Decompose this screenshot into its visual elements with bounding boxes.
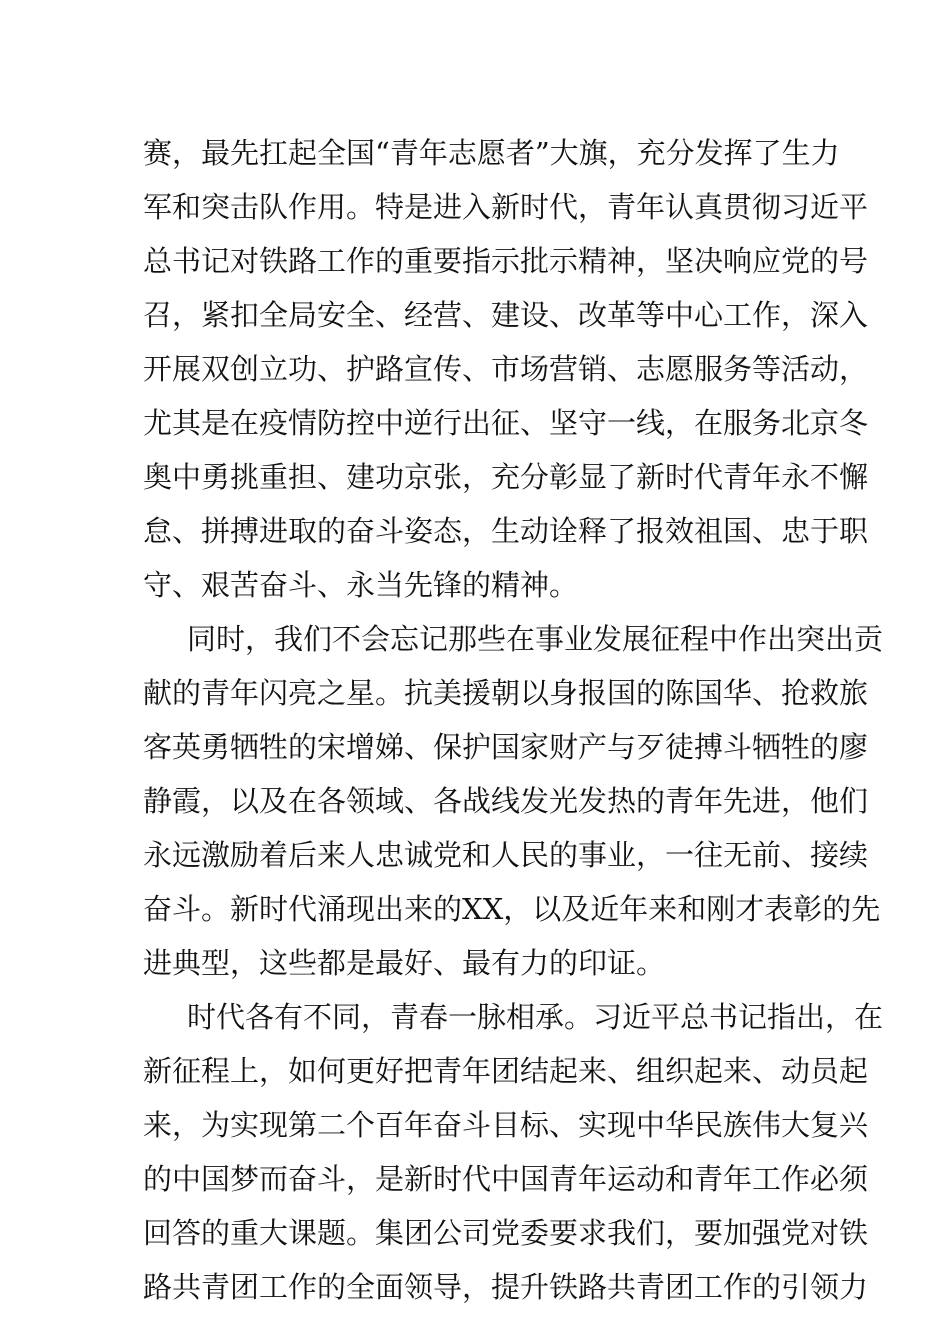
text-line: 奥中勇挑重担、建功京张，充分彰显了新时代青年永不懈 bbox=[143, 460, 869, 494]
text-line: 回答的重大课题。集团公司党委要求我们，要加强党对铁 bbox=[143, 1216, 869, 1250]
text-line: 军和突击队作用。特是进入新时代，青年认真贯彻习近平 bbox=[143, 190, 869, 224]
text-line: 静霞，以及在各领域、各战线发光发热的青年先进，他们 bbox=[143, 784, 869, 818]
text-line: 客英勇牺牲的宋增娣、保护国家财产与歹徒搏斗牺牲的廖 bbox=[143, 730, 869, 764]
text-line: 奋斗。新时代涌现出来的XX，以及近年来和刚才表彰的先 bbox=[143, 892, 881, 926]
text-line: 永远激励着后来人忠诚党和人民的事业，一往无前、接续 bbox=[143, 838, 869, 872]
body-text bbox=[143, 126, 884, 1314]
text-line: 来，为实现第二个百年奋斗目标、实现中华民族伟大复兴 bbox=[143, 1108, 869, 1142]
text-line: 尤其是在疫情防控中逆行出征、坚守一线，在服务北京冬 bbox=[143, 406, 869, 440]
text-line: 赛，最先扛起全国“青年志愿者”大旗，充分发挥了生力 bbox=[143, 136, 840, 170]
text-line: 路共青团工作的全面领导，提升铁路共青团工作的引领力 bbox=[143, 1270, 869, 1304]
text-line: 进典型，这些都是最好、最有力的印证。 bbox=[143, 946, 666, 980]
paragraph-first-line: 同时，我们不会忘记那些在事业发展征程中作出突出贡 bbox=[187, 622, 884, 656]
text-line: 献的青年闪亮之星。抗美援朝以身报国的陈国华、抢救旅 bbox=[143, 676, 869, 710]
text-line: 守、艰苦奋斗、永当先锋的精神。 bbox=[143, 568, 579, 602]
text-line: 新征程上，如何更好把青年团结起来、组织起来、动员起 bbox=[143, 1054, 869, 1088]
text-line: 的中国梦而奋斗，是新时代中国青年运动和青年工作必须 bbox=[143, 1162, 869, 1196]
text-line: 召，紧扣全局安全、经营、建设、改革等中心工作，深入 bbox=[143, 298, 869, 332]
text-line: 总书记对铁路工作的重要指示批示精神，坚决响应党的号 bbox=[143, 244, 869, 278]
paragraph-first-line: 时代各有不同，青春一脉相承。习近平总书记指出，在 bbox=[187, 1000, 884, 1034]
text-line: 开展双创立功、护路宣传、市场营销、志愿服务等活动， bbox=[143, 352, 869, 386]
text-line: 怠、拼搏进取的奋斗姿态，生动诠释了报效祖国、忠于职 bbox=[143, 514, 869, 548]
